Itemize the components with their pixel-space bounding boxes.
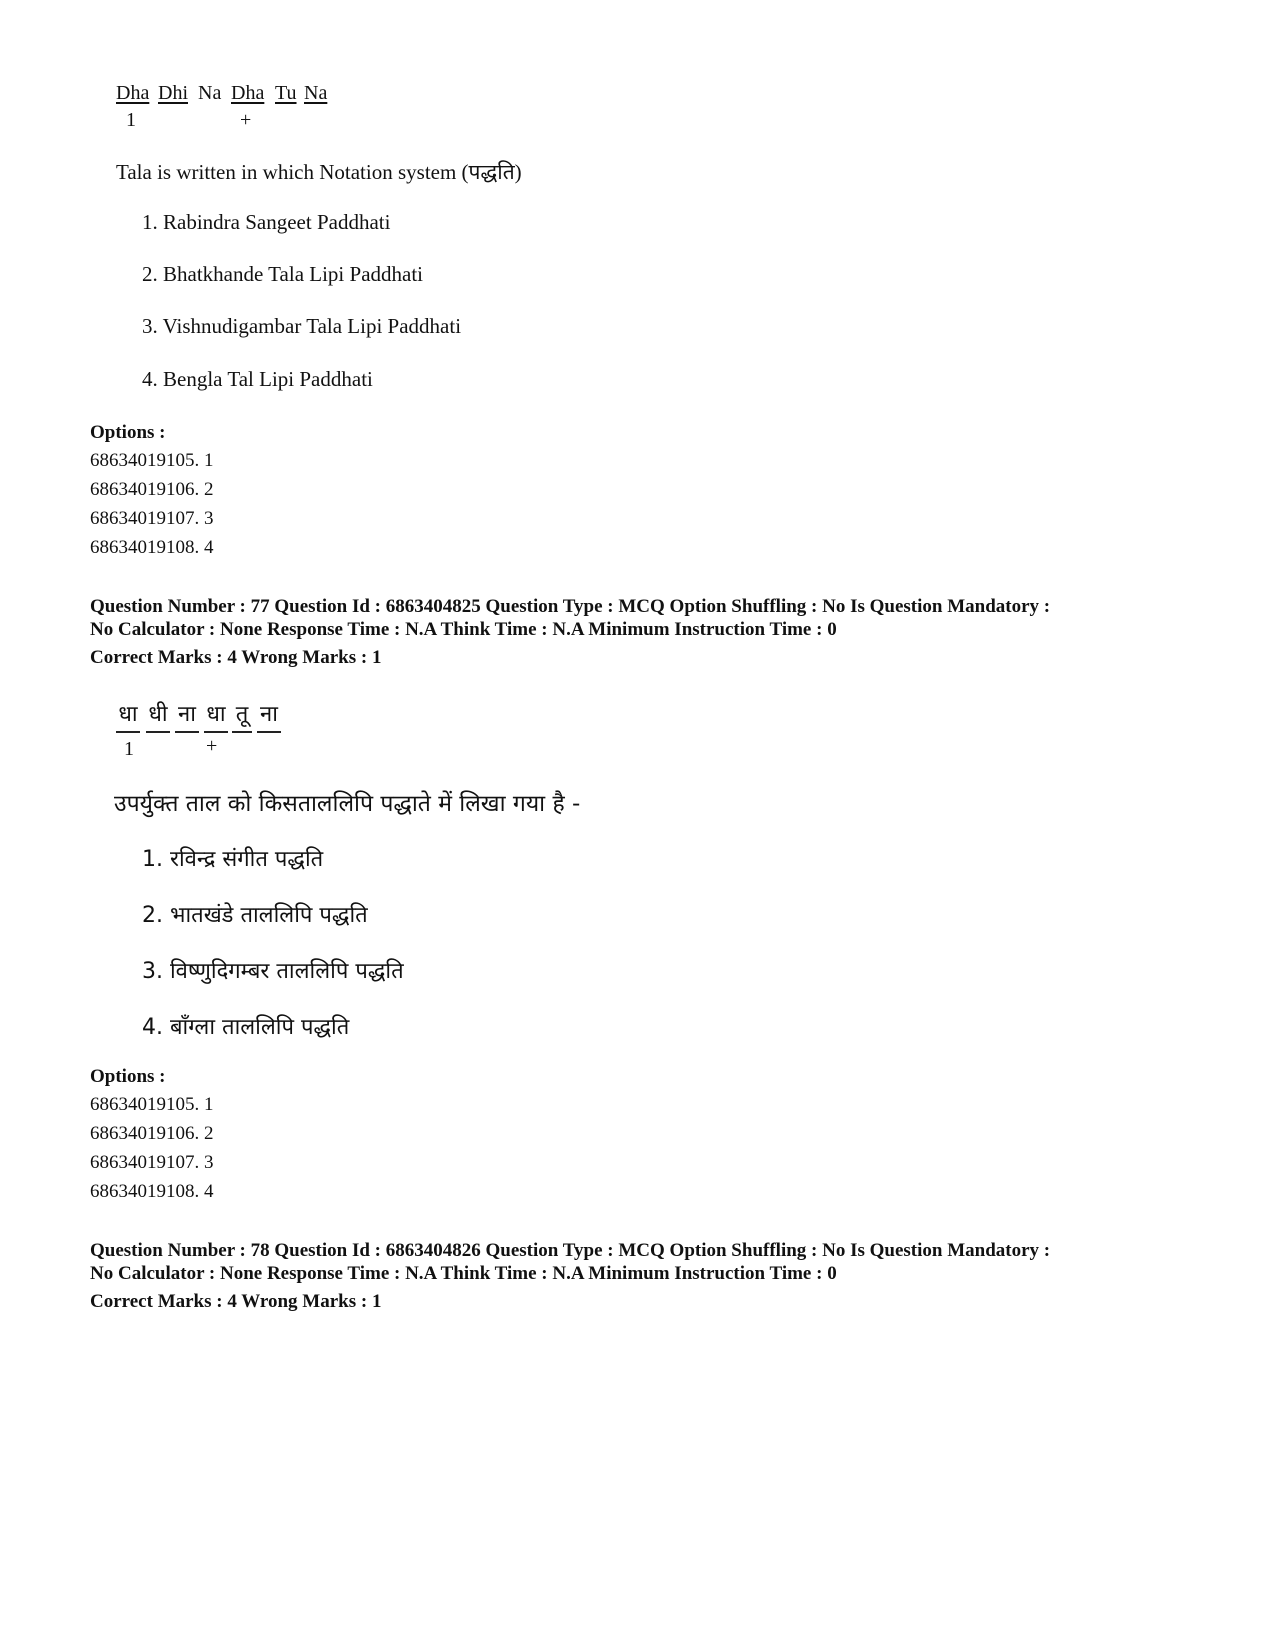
tala-mark-plus: + [240, 109, 252, 131]
option-row[interactable]: 68634019105. 1 [90, 1094, 214, 1115]
tala-mark-sam: 1 [126, 109, 136, 131]
bol: धा [116, 698, 140, 733]
bol: धी [146, 698, 170, 733]
option-row[interactable]: 68634019108. 4 [90, 537, 214, 558]
q76-choice: 3. Vishnudigambar Tala Lipi Paddhati [142, 314, 462, 338]
q76-choice: 2. Bhatkhande Tala Lipi Paddhati [142, 262, 423, 286]
q77-header-line2: No Calculator : None Response Time : N.A Think Time : N.A Minimum Instruction Time : 0 [90, 619, 837, 640]
q77-options-label: Options : [90, 1066, 166, 1087]
q76-choice: 4. Bengla Tal Lipi Paddhati [142, 367, 373, 391]
bol: ना [175, 698, 199, 733]
tala-mark-plus: + [206, 735, 218, 757]
tala-mark-sam: 1 [124, 738, 134, 760]
q77-options-list [90, 1090, 214, 1206]
option-row[interactable]: 68634019108. 4 [90, 1181, 214, 1202]
q77-question-text: उपर्युक्त ताल को किसताललिपि पद्धाते में लिखा गया है - [114, 791, 581, 817]
q77-choice: 1. रविन्द्र संगीत पद्धति [142, 847, 324, 872]
bol: Tu [275, 82, 297, 104]
option-row[interactable]: 68634019107. 3 [90, 1152, 214, 1173]
bol: Dha [116, 82, 150, 104]
q76-options-list [90, 446, 214, 562]
option-row[interactable]: 68634019106. 2 [90, 1123, 214, 1144]
bol: तू [232, 698, 252, 733]
q77-header-line1: Question Number : 77 Question Id : 6863404825 Question Type : MCQ Option Shuffling : No Is Question Mandatory : [90, 596, 1051, 617]
bol: Dha [231, 82, 265, 104]
option-row[interactable]: 68634019106. 2 [90, 479, 214, 500]
bol: ना [257, 698, 281, 733]
q78-header-line1: Question Number : 78 Question Id : 6863404826 Question Type : MCQ Option Shuffling : No Is Question Mandatory : [90, 1240, 1051, 1261]
option-row[interactable]: 68634019107. 3 [90, 508, 214, 529]
q77-choice: 2. भातखंडे ताललिपि पद्धति [142, 903, 368, 928]
q76-notation-bols [116, 81, 376, 109]
bol: Na [198, 82, 222, 104]
q78-header-line2: No Calculator : None Response Time : N.A Think Time : N.A Minimum Instruction Time : 0 [90, 1263, 837, 1284]
q77-choice: 4. बाँग्ला ताललिपि पद्धति [142, 1015, 350, 1040]
bol: Na [304, 82, 328, 104]
bol: धा [204, 698, 228, 733]
option-row[interactable]: 68634019105. 1 [90, 450, 214, 471]
q76-question-text: Tala is written in which Notation system (पद्धति) [116, 160, 522, 184]
q78-marks: Correct Marks : 4 Wrong Marks : 1 [90, 1291, 382, 1312]
q77-choice: 3. विष्णुदिगम्बर ताललिपि पद्धति [142, 959, 404, 984]
q76-choice: 1. Rabindra Sangeet Paddhati [142, 210, 391, 234]
q77-marks: Correct Marks : 4 Wrong Marks : 1 [90, 647, 382, 668]
q76-options-label: Options : [90, 422, 166, 443]
bol: Dhi [158, 82, 188, 104]
